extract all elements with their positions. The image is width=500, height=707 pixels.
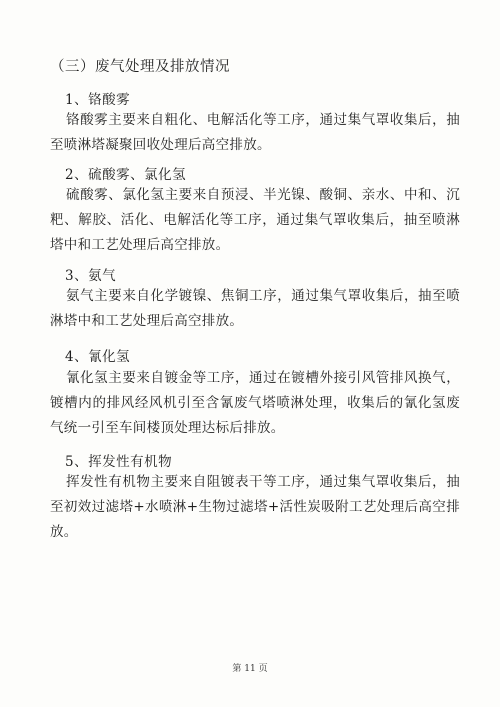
paragraph-sulfuric-acid-hcl: 硫酸雾、氯化氢主要来自预浸、半光镍、酸铜、亲水、中和、沉粑、解胶、活化、电解活化等工序，通过集气罩收集后，抽至喷淋塔中和工艺处理后高空排放。 (50, 187, 460, 253)
section-heading: （三）废气处理及排放情况 (50, 59, 230, 75)
paragraph-hydrogen-cyanide: 氰化氢主要来自镀金等工序，通过在镀槽外接引风管排风换气，镀槽内的排风经风机引至含氰废气塔喷淋处理，收集后的氰化氢废气统一引至车间楼顶处理达标后排放。 (50, 370, 460, 436)
subsection-title-ammonia: 3、氨气 (65, 268, 117, 284)
subsection-title-hydrogen-cyanide: 4、氰化氢 (65, 349, 131, 365)
subsection-title-chromic-acid-mist: 1、铬酸雾 (65, 92, 131, 108)
paragraph-chromic-acid-mist: 铬酸雾主要来自粗化、电解活化等工序，通过集气罩收集后，抽至喷淋塔凝聚回收处理后高空排放。 (50, 112, 460, 153)
page-number: 第 11 页 (232, 664, 268, 674)
paragraph-ammonia: 氨气主要来自化学镀镍、焦铜工序，通过集气罩收集后，抽至喷淋塔中和工艺处理后高空排放。 (50, 288, 460, 329)
paragraph-vocs: 挥发性有机物主要来自阻镀表干等工序，通过集气罩收集后，抽至初效过滤塔+水喷淋+生物过滤塔+活性炭吸附工艺处理后高空排放。 (50, 474, 460, 540)
subsection-title-sulfuric-acid-hcl: 2、硫酸雾、氯化氢 (65, 167, 187, 183)
subsection-title-vocs: 5、挥发性有机物 (65, 454, 173, 470)
